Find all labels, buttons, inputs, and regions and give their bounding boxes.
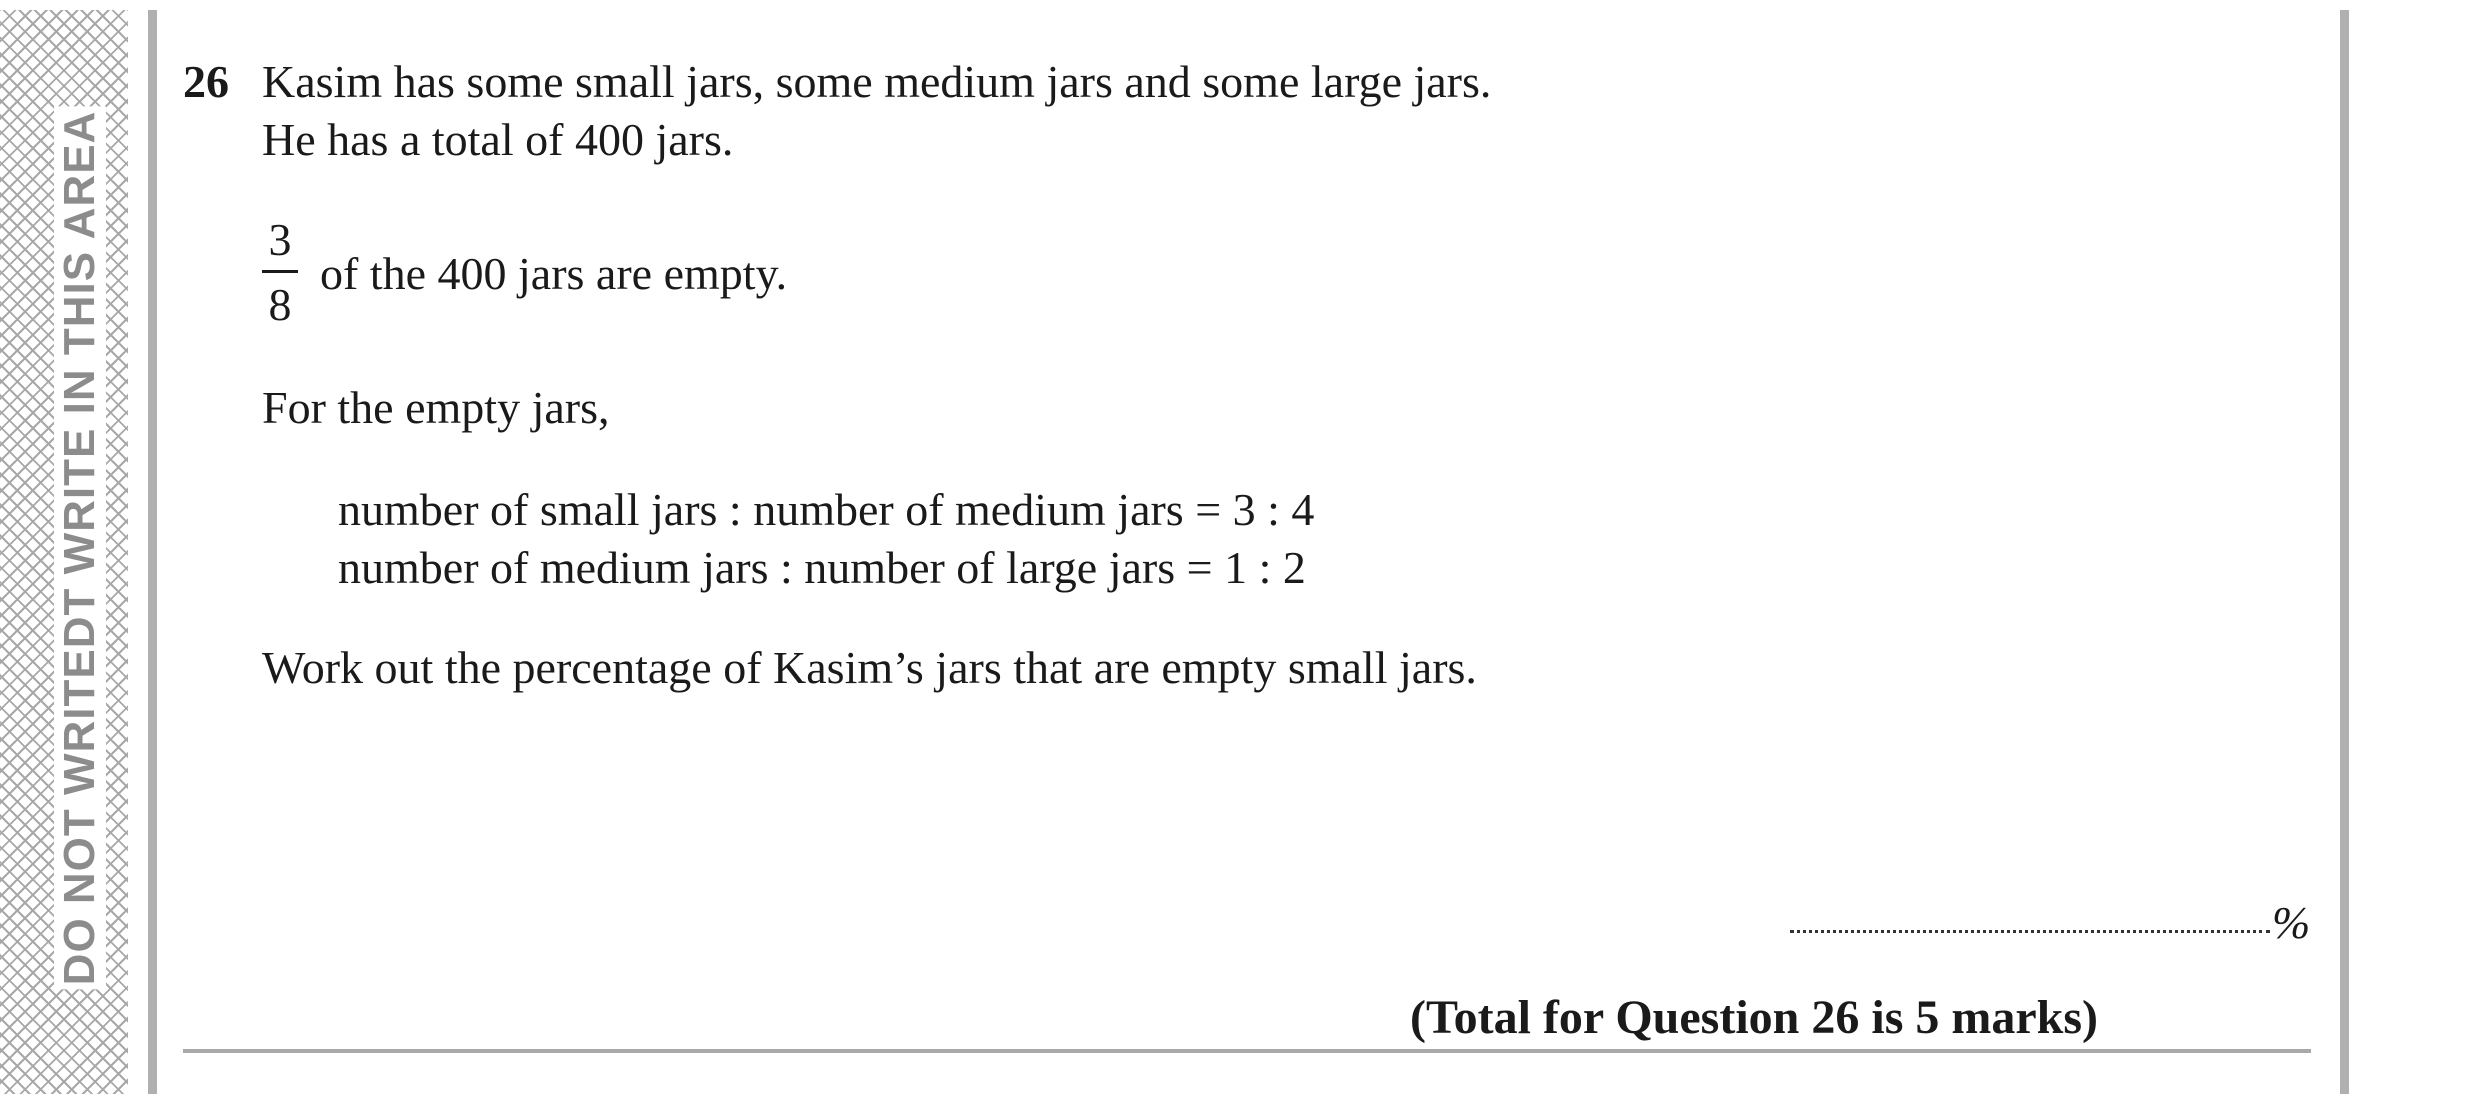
bottom-rule xyxy=(183,1049,2311,1053)
ratio-small-medium: number of small jars : number of medium jars = 3 : 4 xyxy=(338,484,1315,535)
left-margin-rule xyxy=(148,10,157,1094)
total-marks: (Total for Question 26 is 5 marks) xyxy=(1410,991,2099,1044)
ratio-medium-large: number of medium jars : number of large jars = 1 : 2 xyxy=(338,542,1306,593)
fraction-numerator: 3 xyxy=(268,214,292,265)
fraction-bar xyxy=(262,270,298,273)
do-not-write-label: DO NOT WRITEDT WRITE IN THIS AREA xyxy=(54,107,106,990)
answer-line[interactable] xyxy=(1790,930,2270,933)
fraction-text: of the 400 jars are empty. xyxy=(320,248,788,299)
right-margin-rule xyxy=(2340,10,2349,1094)
answer-unit: % xyxy=(2272,897,2311,948)
fraction xyxy=(262,214,298,331)
question-line-2: He has a total of 400 jars. xyxy=(262,114,734,165)
empty-jars-intro: For the empty jars, xyxy=(262,382,610,433)
task-instruction: Work out the percentage of Kasim’s jars that are empty small jars. xyxy=(262,642,1477,693)
fraction-denominator: 8 xyxy=(268,279,292,330)
question-line-1: Kasim has some small jars, some medium jars and some large jars. xyxy=(262,56,1492,107)
question-number: 26 xyxy=(183,56,229,107)
